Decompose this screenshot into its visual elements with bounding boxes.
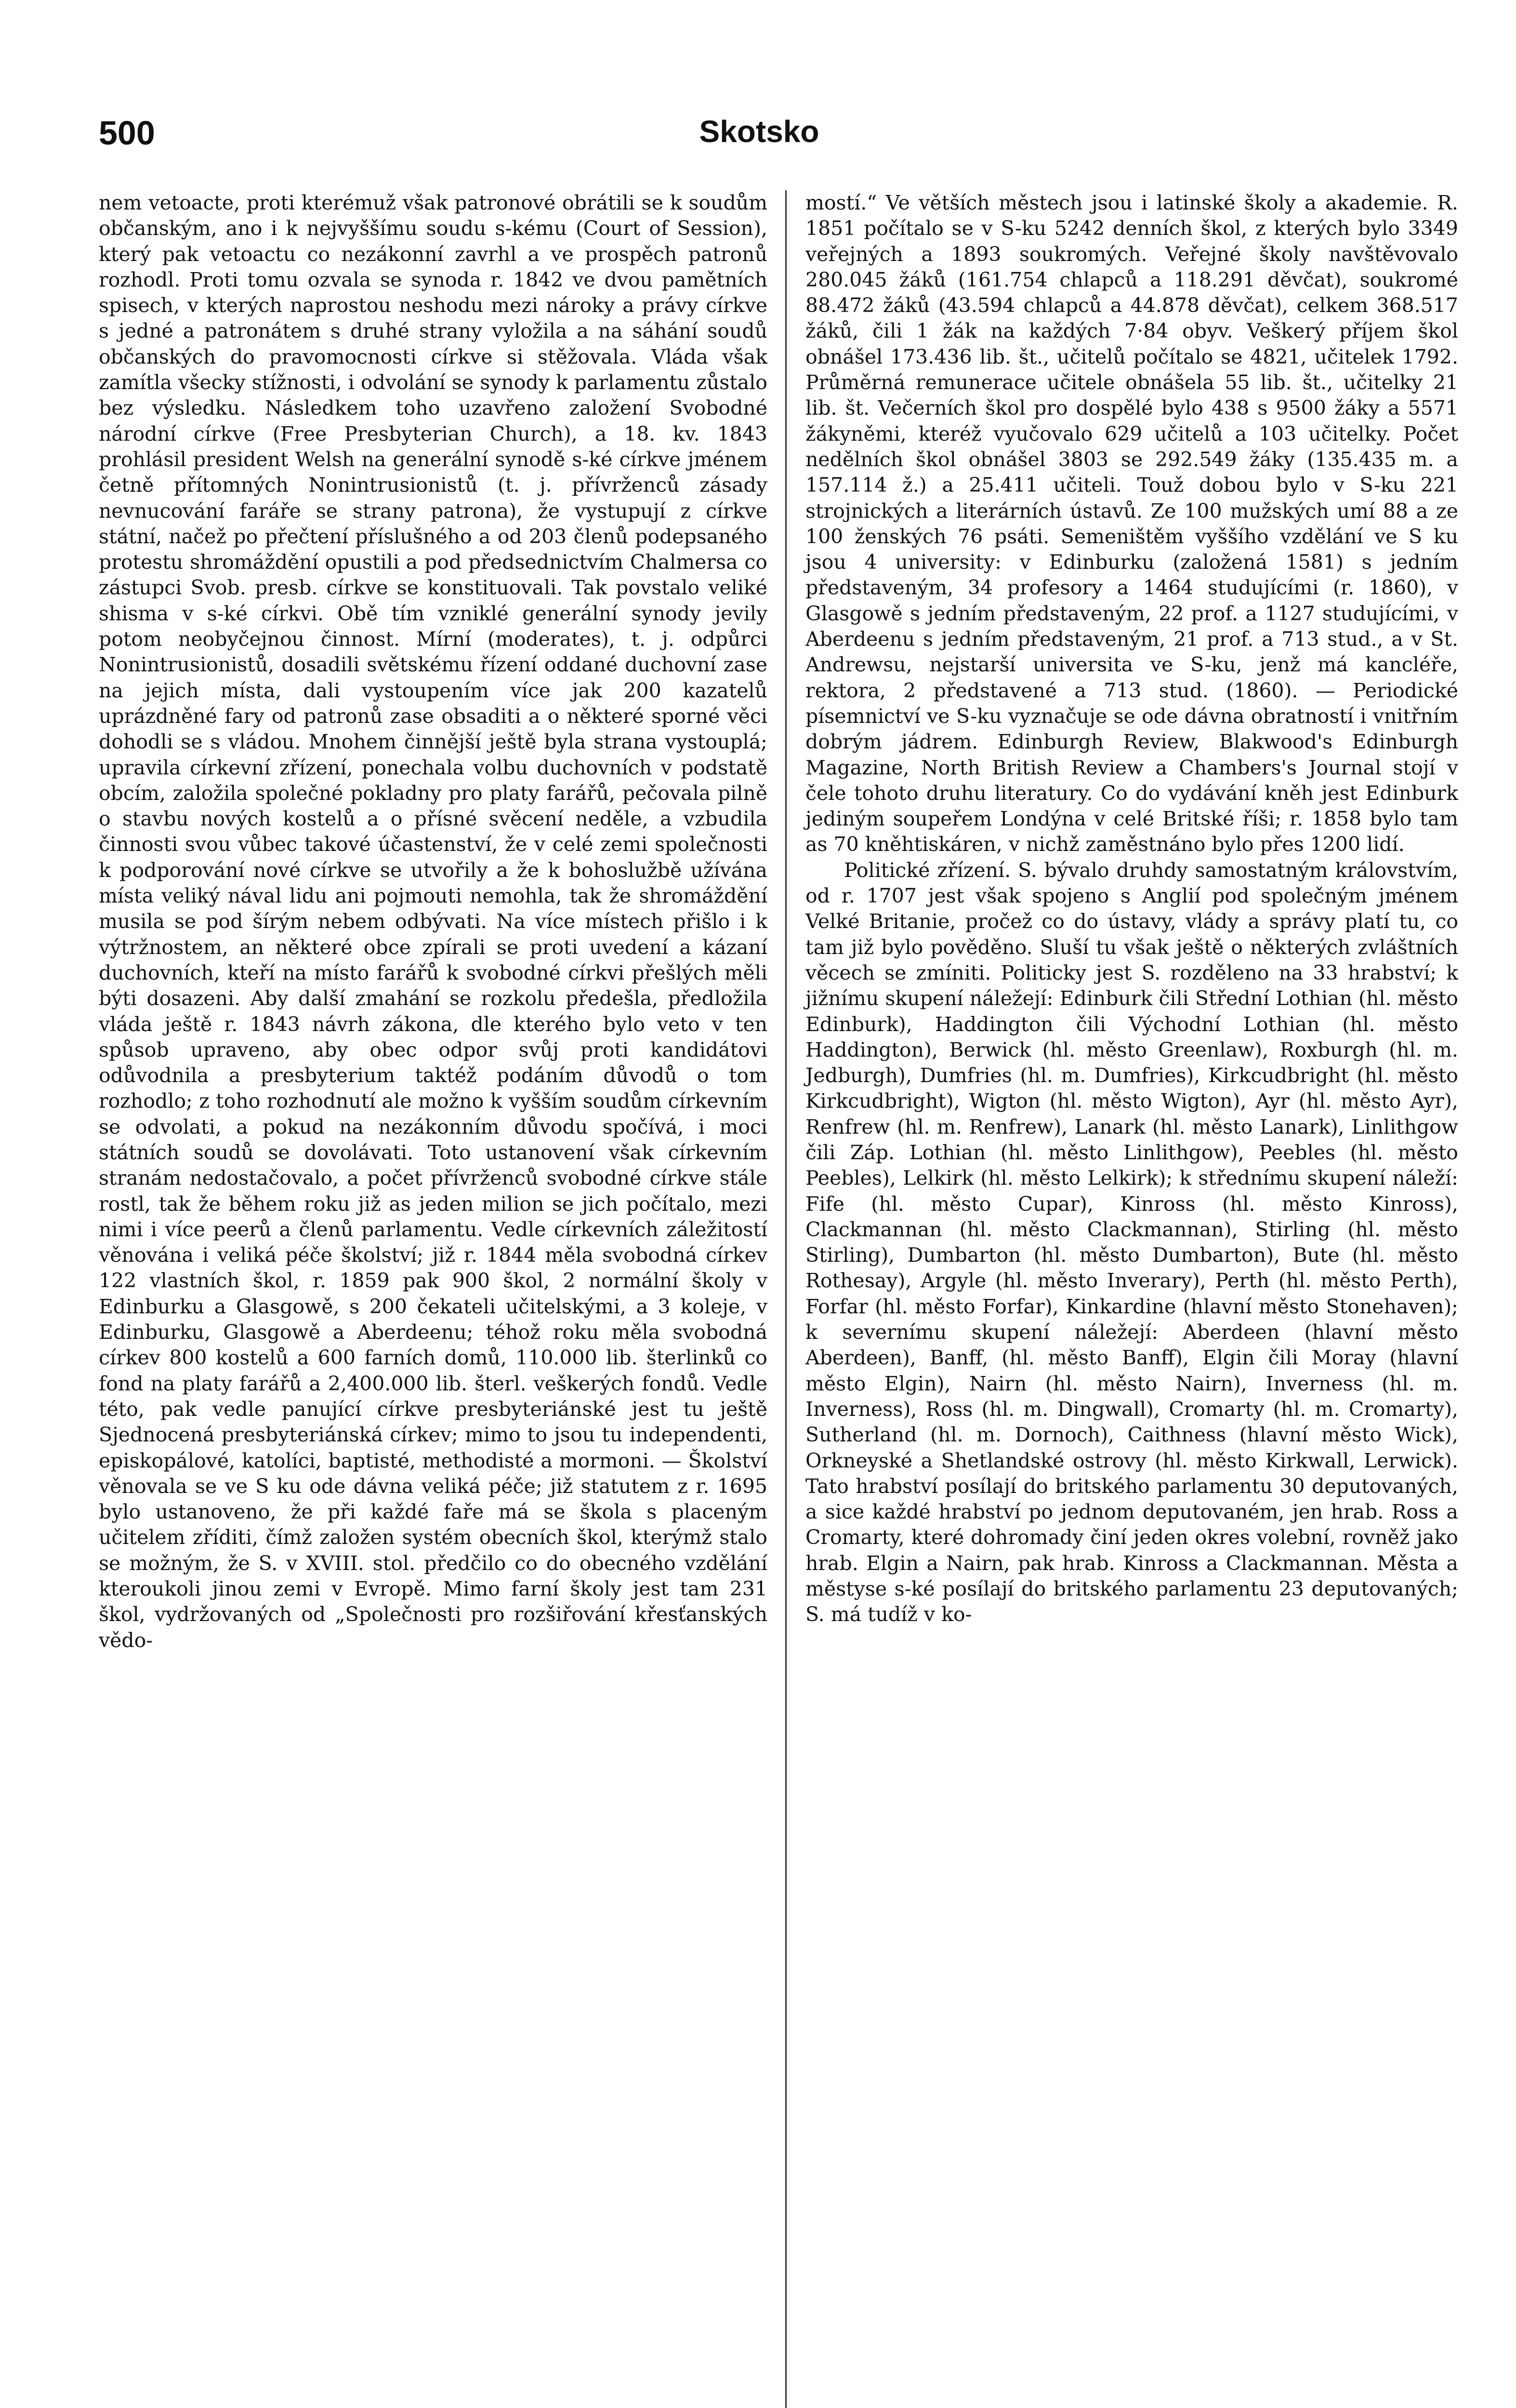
right-column (805, 190, 1458, 1628)
right-column-text-1: mostí.“ Ve větších městech jsou i latinské školy a akademie. R. 1851 počítalo se v S-ku 5242 denních škol, z kterých bylo 3349 veřejných a 1893 soukromých. Veřejné školy navštěvovalo 280.045 žáků (161.754 chlapců a 118.291 děvčat), soukromé 88.472 žáků (43.594 chlapců a 44.878 děvčat), celkem 368.517 žáků, čili 1 žák na každých 7·84 obyv. Veškerý příjem škol obnášel 173.436 lib. št., učitelů počítalo se 4821, učitelek 1792. Průměrná remunerace učitele obnášela 55 lib. št., učitelky 21 lib. št. Večerních škol pro dospělé bylo 438 s 9500 žáky a 5571 žákyněmi, kteréž vyučovalo 629 učitelů a 103 učitelky. Počet nedělních škol obnášel 3803 se 292.549 žáky (135.435 m. a 157.114 ž.) a 25.411 učiteli. Touž dobou bylo v S-ku 221 strojnických a literárních ústavů. Ze 100 mužských umí 88 a ze 100 ženských 76 psáti. Semeništěm vyššího vzdělání ve S ku jsou 4 university: v Edinburku (založená 1581) s jedním představeným, 34 profesory a 1464 studujícími (r. 1860), v Glasgowě s jedním představeným, 22 prof. a 1127 studujícími, v Aberdeenu s jedním představeným, 21 prof. a 713 stud., a v St. Andrewsu, nejstarší universita ve S-ku, jenž má kancléře, rektora, 2 představené a 713 stud. (1860). — Periodické písemnictví ve S-ku vyznačuje se ode dávna obratností i vnitřním dobrým jádrem. Edinburgh Review, Blakwood's Edinburgh Magazine, North British Review a Chambers's Journal stojí v čele tohoto druhu literatury. Co do vydávání kněh jest Edinburk jediným soupeřem Londýna v celé Britské říši; r. 1858 bylo tam as 70 kněhtiskáren, v nichž zaměstnáno bylo přes 1200 lidí. (805, 191, 1458, 856)
running-head: Skotsko (699, 114, 819, 149)
left-column-text: nem vetoacte, proti kterémuž však patronové obrátili se k soudům občanským, ano i k nejvyššímu soudu s-kému (Court of Session), který pak vetoactu co nezákonní zavrhl a ve prospěch patronů rozhodl. Proti tomu ozvala se synoda r. 1842 ve dvou pamětních spisech, v kterých naprostou neshodu mezi nároky a právy církve s jedné a patronátem s druhé strany vyložila a na sáhání soudů občanských do pravomocnosti církve si stěžovala. Vláda však zamítla všecky stížnosti, i odvolání se synody k parlamentu zůstalo bez výsledku. Následkem toho uzavřeno založení Svobodné národní církve (Free Presbyterian Church), a 18. kv. 1843 prohlásil president Welsh na generální synodě s-ké církve jménem četně přítomných Nonintrusionistů (t. j. přívrženců zásady nevnucování faráře se strany patrona), že vystupují z církve státní, načež po přečtení příslušného a od 203 členů podepsaného protestu shromáždění opustili a pod předsednictvím Chalmersa co zástupci Svob. presb. církve se konstituovali. Tak povstalo veliké shisma v s-ké církvi. Obě tím vzniklé generální synody jevily potom neobyčejnou činnost. Mírní (moderates), t. j. odpůrci Nonintrusionistů, dosadili světskému řízení oddané duchovní zase na jejich místa, dali vystoupením více jak 200 kazatelů uprázdněné fary od patronů zase obsaditi a o některé sporné věci dohodli se s vládou. Mnohem činnější ještě byla strana vystouplá; upravila církevní zřízení, ponechala volbu duchovních v podstatě obcím, založila společné pokladny pro platy farářů, pečovala pilně o stavbu nových kostelů a o přísné svěcení neděle, a vzbudila činnosti svou vůbec takové účastenství, že v celé zemi společnosti k podporování nové církve se utvořily a že k bohoslužbě užívána místa veliký nával lidu ani pojmouti nemohla, tak že shromáždění musila se pod šírým nebem odbývati. Na více místech přišlo i k výtržnostem, an některé obce zpírali se proti uvedení a kázaní duchovních, kteří na místo farářů k svobodné církvi přešlých měli býti dosazeni. Aby další zmahání se rozkolu předešla, předložila vláda ještě r. 1843 návrh zákona, dle kterého bylo veto v ten spůsob upraveno, aby obec odpor svůj proti kandidátovi odůvodnila a presbyterium taktéž podáním důvodů o tom rozhodlo; z toho rozhodnutí ale možno k vyšším soudům církevním se odvolati, a pokud na nezákonním důvodu spočívá, i moci státních soudů se dovolávati. Toto ustanovení však církevním stranám nedostačovalo, a počet přívrženců svobodné církve stále rostl, tak že během roku již as jeden milion se jich počítalo, mezi nimi i více peerů a členů parlamentu. Vedle církevních záležitostí věnována i veliká péče školství; již r. 1844 měla svobodná církev 122 vlastních škol, r. 1859 pak 900 škol, 2 normální školy v Edinburku a Glasgowě, s 200 čekateli učitelskými, a 3 koleje, v Edinburku, Glasgowě a Aberdeenu; téhož roku měla svobodná církev 800 kostelů a 600 farních domů, 110.000 lib. šterlinků co fond na platy farářů a 2,400.000 lib. šterl. veškerých fondů. Vedle této, pak vedle panující církve presbyteriánské jest tu ještě Sjednocená presbyteriánská církev; mimo to jsou tu independenti, episkopálové, katolíci, baptisté, methodisté a mormoni. — Školství věnovala se ve S ku ode dávna veliká péče; již statutem z r. 1695 bylo ustanoveno, že při každé faře má se škola s placeným učitelem zříditi, čímž založen systém obecních škol, kterýmž stalo se možným, že S. v XVIII. stol. předčilo co do obecného vzdělání kteroukoli jinou zemi v Evropě. Mimo farní školy jest tam 231 škol, vydržovaných od „Společnosti pro rozšiřování křesťanských vědo- (99, 191, 767, 1652)
page-number: 500 (99, 114, 155, 152)
left-column (99, 190, 767, 1653)
right-column-text-2: Politické zřízení. S. bývalo druhdy samostatným královstvím, od r. 1707 jest však spojeno s Anglií pod společným jménem Velké Britanie, pročež co do ústavy, vlády a správy platí tu, co tam již bylo pověděno. Sluší tu však ještě o některých zvláštních věcech se zmíniti. Politicky jest S. rozděleno na 33 hrabství; k jižnímu skupení náležejí: Edinburk čili Střední Lothian (hl. město Edinburk), Haddington čili Východní Lothian (hl. město Haddington), Berwick (hl. město Greenlaw), Roxburgh (hl. m. Jedburgh), Dumfries (hl. m. Dumfries), Kirkcudbright (hl. město Kirkcudbright), Wigton (hl. město Wigton), Ayr (hl. město Ayr), Renfrew (hl. m. Renfrew), Lanark (hl. město Lanark), Linlithgow čili Záp. Lothian (hl. město Linlithgow), Peebles (hl. město Peebles), Lelkirk (hl. město Lelkirk); k střednímu skupení náleží: Fife (hl. město Cupar), Kinross (hl. město Kinross), Clackmannan (hl. město Clackmannan), Stirling (hl. město Stirling), Dumbarton (hl. město Dumbarton), Bute (hl. město Rothesay), Argyle (hl. město Inverary), Perth (hl. město Perth), Forfar (hl. město Forfar), Kinkardine (hlavní město Stonehaven); k severnímu skupení náležejí: Aberdeen (hlavní město Aberdeen), Banff, (hl. město Banff), Elgin čili Moray (hlavní město Elgin), Nairn (hl. město Nairn), Inverness (hl. m. Inverness), Ross (hl. m. Dingwall), Cromarty (hl. m. Cromarty), Sutherland (hl. m. Dornoch), Caithness (hlavní město Wick), Orkneyské a Shetlandské ostrovy (hl. město Kirkwall, Lerwick). Tato hrabství posílají do britského parlamentu 30 deputovaných, a sice každé hrabství po jednom deputovaném, jen hrab. Ross a Cromarty, které dohromady činí jeden okres volební, rovněž jako hrab. Elgin a Nairn, pak hrab. Kinross a Clackmannan. Města a městyse s-ké posílají do britského parlamentu 23 deputovaných; S. má tudíž v ko- (805, 858, 1458, 1626)
column-divider (785, 190, 787, 2408)
page-header (99, 114, 1420, 167)
